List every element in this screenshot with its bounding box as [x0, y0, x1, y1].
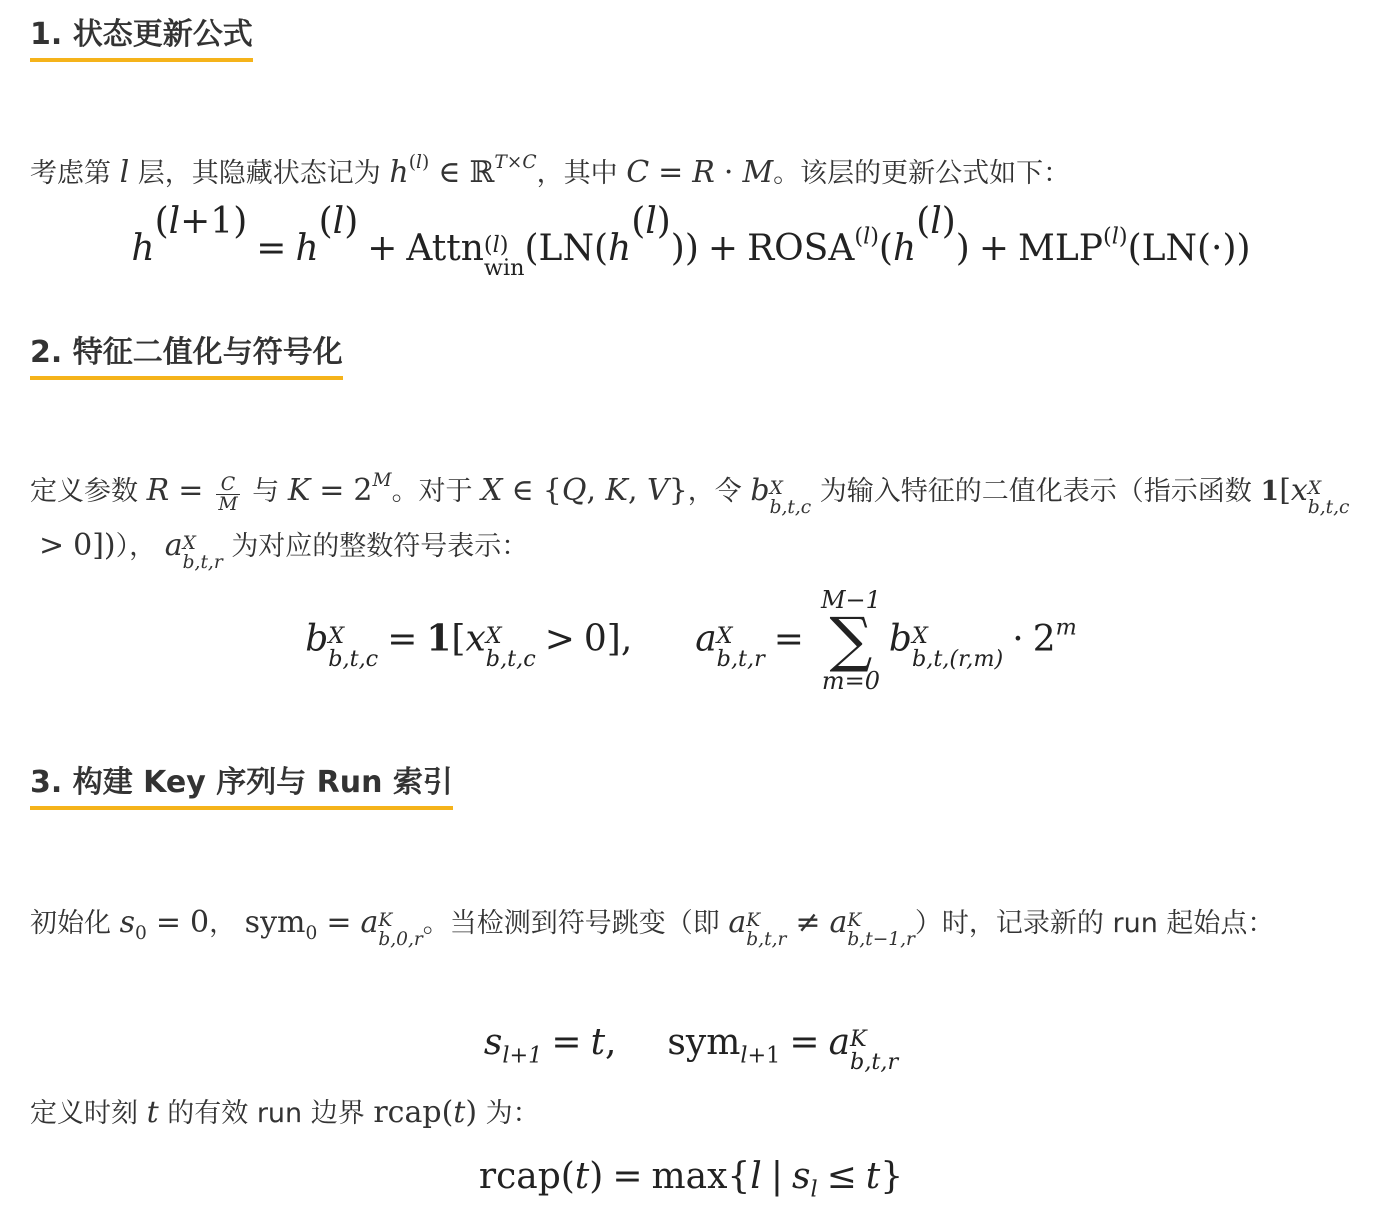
paragraph-state-definition: 考虑第 l 层，其隐藏状态记为 $h^{(l)}$ ∈ ℝ$^{T\times C}$，其中 C = R · M。该层的更新公式如下：	[30, 152, 1071, 190]
equation-rcap: rcap(t) = max{l | $s_l \le t$}	[478, 1156, 904, 1203]
text-p3-c: 。当检测到符号跳变（即	[422, 908, 720, 939]
paragraph-rcap-definition: 定义时刻 t 的有效 run 边界 rcap(t) 为：	[30, 1095, 540, 1130]
equation-run-start: $s_{l+1} = t$, sym$_{l+1}$ = a K b,t,r	[483, 1022, 899, 1076]
equation-update: h(l+1)= h(l)+ Attn (l) win $(LN(h(l))) + ROSA^{(l)}(h(l)) + MLP^{(l)}(LN(\cdot))$	[131, 201, 1251, 282]
text-p1-b: 层，其隐藏状态记为	[137, 158, 381, 189]
paragraph-run-index: 初始化 $s_0 = 0$， sym$_0$ = a K b,0,r 。当检测到符号跳变（即 a K b,t,r ≠ a K b,t−1,r ）时，记录新的 run 起始点：	[30, 905, 1275, 950]
text-p4-a: 定义时刻	[30, 1098, 138, 1129]
text-p3-a: 初始化	[30, 908, 111, 939]
text-p4-b: 的有效 run 边界	[167, 1098, 365, 1129]
text-p1-c: ，其中	[536, 158, 618, 189]
section-heading-2: 2. 特征二值化与符号化	[30, 334, 343, 380]
text-p3-d: ）时，记录新的 run 起始点：	[914, 908, 1275, 939]
text-p2-a: 定义参数	[30, 476, 138, 507]
text-p1-a: 考虑第	[30, 158, 111, 189]
paragraph-binarization: 定义参数 R = $\frac{C}{M}$ 与 $K = 2^M$。对于 X ∈ {Q, K, V}，令 b X b,t,c 为输入特征的二值化表示（指示函数 1[x X b,t,c > 0])）， a X b,t,r 为对应的整数符号表示：	[30, 470, 1350, 573]
text-p2-e: 为输入特征的二值化表示（指示函数	[819, 476, 1252, 507]
text-p3-b: ，	[209, 908, 237, 939]
text-p2-f: ），	[115, 531, 157, 562]
text-p2-b: 与	[252, 476, 280, 507]
text-p1-d: 。该层的更新公式如下：	[773, 158, 1071, 189]
section-heading-3: 3. 构建 Key 序列与 Run 索引	[30, 764, 453, 810]
text-p2-d: ，令	[687, 476, 742, 507]
text-p2-g: 为对应的整数符号表示：	[231, 531, 529, 562]
text-p2-c: 。对于	[391, 476, 473, 507]
section-heading-1: 1. 状态更新公式	[30, 16, 253, 62]
equation-binarization: b X b,t,c = 1[x X b,t,c > 0], a X b,t,r = M−1 ∑ m=0 b X b,t,(r,m) · $2^m$	[305, 586, 1077, 695]
text-p4-c: 为：	[485, 1098, 540, 1129]
